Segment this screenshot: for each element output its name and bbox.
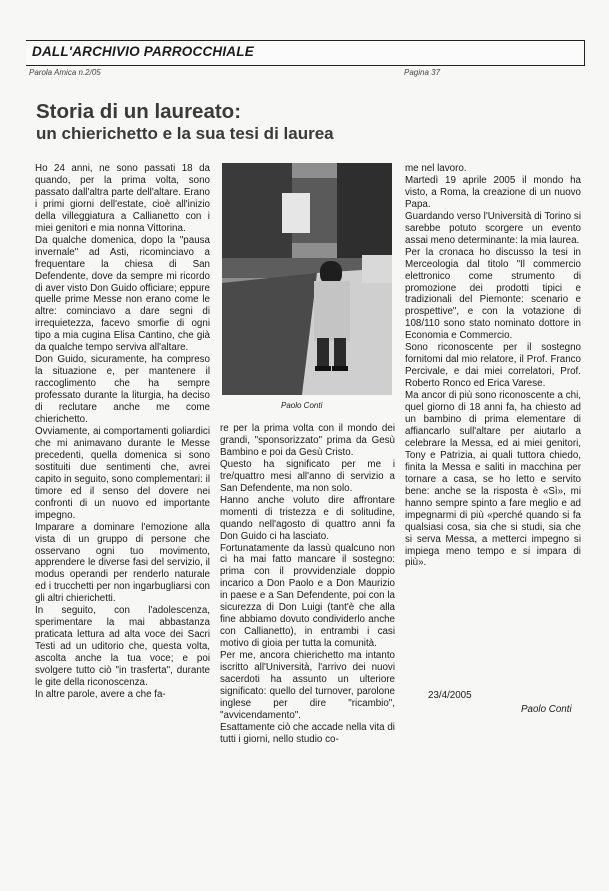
paragraph: Ovviamente, ai comportamenti goliardici che mi animavano durante le Messe precedenti, quella domenica si sono sostituiti due sentimenti che, avrei capito in seguito, sono complementari: il timore ed il senso del dovere nei confronti di un nuovo ed importante impegno.: [35, 425, 210, 521]
paragraph: Hanno anche voluto dire affrontare momenti di tristezza e di solitudine, quando nell'agosto di quattro anni fa Don Guido ci ha lasciato.: [220, 494, 395, 542]
paragraph: me nel lavoro.: [405, 163, 467, 174]
section-header-band: [26, 40, 585, 66]
paragraph: Don Guido, sicuramente, ha compreso la situazione e, per mantenere il raccoglimento che ha sempre professato durante la liturgia, ha deciso di reclutare anche me come chierichetto.: [35, 354, 210, 426]
issue-label: Parola Amica n.2/05: [29, 68, 101, 77]
article-photo: [222, 163, 392, 395]
article-title: Storia di un laureato:: [36, 100, 242, 123]
paragraph: In seguito, con l'adolescenza, sperimentare la mai abbastanza praticata lettura ad alta voce dei Sacri Testi ad un uditorio che, questa volta, ascolta anche la tua voce; e poi svolgere tutto ciò "in trasferta", durante le gite della riconoscenza.: [35, 605, 210, 688]
paragraph: Da qualche domenica, dopo la "pausa invernale" ad Asti, ricominciavo a frequentare la chiesa di San Defendente, dove da sempre mi ricordo di aver visto Don Guido officiare; eppure quelle prime Messe non erano come le altre: cominciavo a dare segni di irrequietezza, facevo smorfie di ogni tipo a mia cugina Elisa Cantino, che già da qualche tempo serviva all'altare.: [35, 234, 210, 354]
paragraph: Sono riconoscente per il sostegno fornitomi dal mio relatore, il Prof. Franco Percivale, e dai miei correlatori, Prof. Roberto Ronco ed Erica Varese.: [405, 342, 581, 390]
paragraph: Fortunatamente da lassù qualcuno non ci ha mai fatto mancare il sostegno: prima con il provvidenziale doppio incarico a Don Paolo e a Don Maurizio in paese e a San Defendente, poi con la sicurezza di Don Luigi (tant'è che alla fine abbiamo dovuto condividerlo anche con Callianetto), in entrambi i casi motivo di gioia per tutta la comunità.: [220, 542, 395, 650]
column-2: [220, 423, 395, 746]
paragraph: Questo ha significato per me i tre/quattro mesi all'anno di servizio a San Defendente, ma non solo.: [220, 458, 395, 494]
column-3: [405, 163, 581, 569]
paragraph: Martedì 19 aprile 2005 il mondo ha visto, a Roma, la creazione di un nuovo Papa.: [405, 174, 581, 210]
paragraph: Esattamente ciò che accade nella vita di tutti i giorni, nello studio co-: [220, 721, 395, 745]
article-subtitle: un chierichetto e la sua tesi di laurea: [36, 124, 334, 143]
section-title: DALL'ARCHIVIO PARROCCHIALE: [32, 44, 254, 59]
paragraph: In altre parole, avere a che fa-: [35, 688, 166, 700]
paragraph: Per la cronaca ho discusso la tesi in Merceologia dal titolo "Il commercio elettronico come strumento di promozione dei prodotti tipici e tradizionali del Piemonte: scenario e prospettive", e con la votazione di 108/110 sono stato nominato dottore in Economia e Commercio.: [405, 246, 581, 342]
page-number: Pagina 37: [404, 68, 441, 77]
photo-caption: Paolo Conti: [281, 401, 323, 410]
photo-illustration: [222, 163, 392, 395]
column-1: [35, 163, 210, 701]
paragraph: Ho 24 anni, ne sono passati 18 da quando, per la prima volta, sono passato dall'altra parte dell'altare. Erano i primi giorni dell'estate, cioè all'inizio della villeggiatura a Callianetto con i miei genitori e mia nonna Vittorina.: [35, 163, 210, 234]
paragraph: Per me, ancora chierichetto ma intanto iscritto all'Università, l'arrivo dei nuovi sacerdoti ha assunto un ulteriore significato: quello del turnover, parolone inglese per dire "ricambio", "avvicendamento".: [220, 650, 395, 721]
paragraph: Ma ancor di più sono riconoscente a chi, quel giorno di 18 anni fa, ha chiesto ad un bambino di prima elementare di affiancarlo sull'altare per aiutarlo a celebrare la Messa, ed ai miei genitori, Tony e Patrizia, ai quali tuttora chiedo, finita la Messa e saliti in macchina per tornare a casa, se ho letto e servito bene: anche se la risposta è «Sì», mi hanno sempre spinto a fare meglio e ad impegnarmi di più «perché quando si fa qualsiasi cosa, sia che si studi, sia che si serva Messa, a metterci impegno si impiega meno tempo e si impara di più».: [405, 390, 581, 569]
paragraph: re per la prima volta con il mondo dei grandi, "sponsorizzato" prima da Gesù Bambino e poi da Gesù Cristo.: [220, 423, 395, 458]
paragraph: Imparare a dominare l'emozione alla vista di un gruppo di persone che osservano ogni tuo movimento, apprendere le diverse fasi del servizio, il modus operandi per renderlo naturale ed i trucchetti per non ingarbugliarsi con gli altri chierichetti.: [35, 521, 210, 605]
paragraph: Guardando verso l'Università di Torino si sarebbe potuto scorgere un evento assai meno determinante: la mia laurea.: [405, 210, 581, 246]
article-date: 23/4/2005: [428, 690, 472, 701]
article-author: Paolo Conti: [521, 704, 572, 715]
